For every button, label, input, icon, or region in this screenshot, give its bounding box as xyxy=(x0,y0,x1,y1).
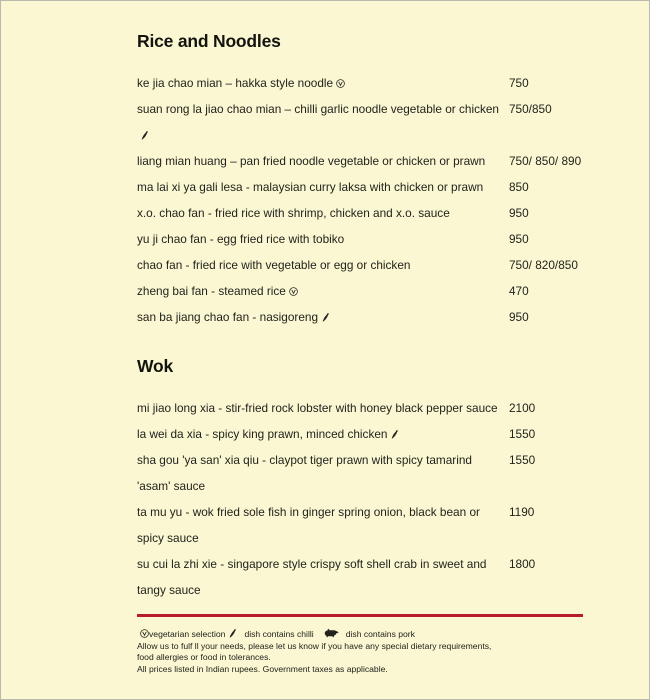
menu-item-description: sha gou 'ya san' xia qiu - claypot tiger prawn with spicy tamarind 'asam' sauce xyxy=(137,453,472,493)
vegetarian-icon xyxy=(336,71,345,80)
menu-item-row xyxy=(137,70,619,96)
chilli-icon xyxy=(140,124,149,135)
menu-item-price: 1550 xyxy=(509,453,536,467)
section-title-wok: Wok xyxy=(137,356,174,376)
menu-item-price: 750 xyxy=(509,76,529,90)
dietary-legend xyxy=(137,626,583,640)
footer-note-line-1: Allow us to fulf ll your needs, please let us know if you have any special dietary requirements, xyxy=(137,640,492,651)
menu-item-row xyxy=(137,174,619,200)
menu-item-row xyxy=(137,148,619,174)
chilli-icon xyxy=(390,423,399,434)
menu-item-price: 750/ 820/850 xyxy=(509,258,578,272)
menu-item-row xyxy=(137,304,619,330)
pork-icon xyxy=(324,628,339,638)
footer-note-line-3: All prices listed in Indian rupees. Government taxes as applicable. xyxy=(137,663,388,674)
footer-divider xyxy=(137,614,583,617)
legend-label-pork: dish contains pork xyxy=(345,628,415,639)
menu-item-description: su cui la zhi xie - singapore style crispy soft shell crab in sweet and tangy sauce xyxy=(137,557,487,597)
menu-item-description: mi jiao long xia - stir-fried rock lobster with honey black pepper sauce xyxy=(137,401,498,415)
menu-item-row xyxy=(137,278,619,304)
menu-item-description: liang mian huang – pan fried noodle vegetable or chicken or prawn xyxy=(137,154,486,168)
menu-item-row xyxy=(137,96,619,148)
menu-item-price: 1190 xyxy=(509,505,535,519)
menu-item-row xyxy=(137,421,619,447)
menu-item-row xyxy=(137,499,619,551)
menu-item-description: yu ji chao fan - egg fried rice with tobiko xyxy=(137,232,345,246)
menu-item-row xyxy=(137,395,619,421)
menu-item-price: 850 xyxy=(509,180,529,194)
menu-item-description: chao fan - fried rice with vegetable or egg or chicken xyxy=(137,258,411,272)
menu-item-description: x.o. chao fan - fried rice with shrimp, chicken and x.o. sauce xyxy=(137,206,450,220)
menu-item-description: la wei da xia - spicy king prawn, minced chicken xyxy=(137,421,407,447)
menu-item-price: 1800 xyxy=(509,557,536,571)
section-title-rice-and-noodles: Rice and Noodles xyxy=(137,31,281,51)
footer-note-line-2: food allergies or food in tolerances. xyxy=(137,652,271,662)
menu-item-row xyxy=(137,252,619,278)
legend-label-chilli: dish contains chilli xyxy=(244,628,314,639)
vegetarian-icon xyxy=(140,629,149,638)
menu-item-description: zheng bai fan - steamed rice xyxy=(137,278,306,304)
menu-item-price: 950 xyxy=(509,310,529,324)
legend-label-vegetarian: vegetarian selection xyxy=(149,628,226,639)
menu-item-row xyxy=(137,447,619,499)
menu-item-price: 1550 xyxy=(509,427,536,441)
menu-item-description: ta mu yu - wok fried sole fish in ginger spring onion, black bean or spicy sauce xyxy=(137,505,480,545)
menu-list-wok xyxy=(137,395,619,603)
menu-item-price: 750/850 xyxy=(509,102,552,116)
chilli-icon xyxy=(321,306,330,317)
menu-item-price: 750/ 850/ 890 xyxy=(509,154,582,168)
menu-item-description: suan rong la jiao chao mian – chilli garlic noodle vegetable or chicken xyxy=(137,96,509,148)
menu-item-price: 950 xyxy=(509,206,529,220)
menu-item-price: 950 xyxy=(509,232,529,246)
menu-item-description: ma lai xi ya gali lesa - malaysian curry laksa with chicken or prawn xyxy=(137,180,484,194)
menu-item-description: ke jia chao mian – hakka style noodle xyxy=(137,70,353,96)
footer-note-dietary xyxy=(137,641,583,676)
menu-item-row xyxy=(137,200,619,226)
vegetarian-icon xyxy=(289,279,298,288)
menu-item-description: san ba jiang chao fan - nasigoreng xyxy=(137,304,338,330)
menu-item-price: 2100 xyxy=(509,401,536,415)
menu-footer xyxy=(137,614,583,675)
chilli-icon xyxy=(228,628,237,639)
menu-item-price: 470 xyxy=(509,284,529,298)
menu-item-row xyxy=(137,551,619,603)
menu-item-row xyxy=(137,226,619,252)
menu-list-rice-and-noodles xyxy=(137,70,619,330)
